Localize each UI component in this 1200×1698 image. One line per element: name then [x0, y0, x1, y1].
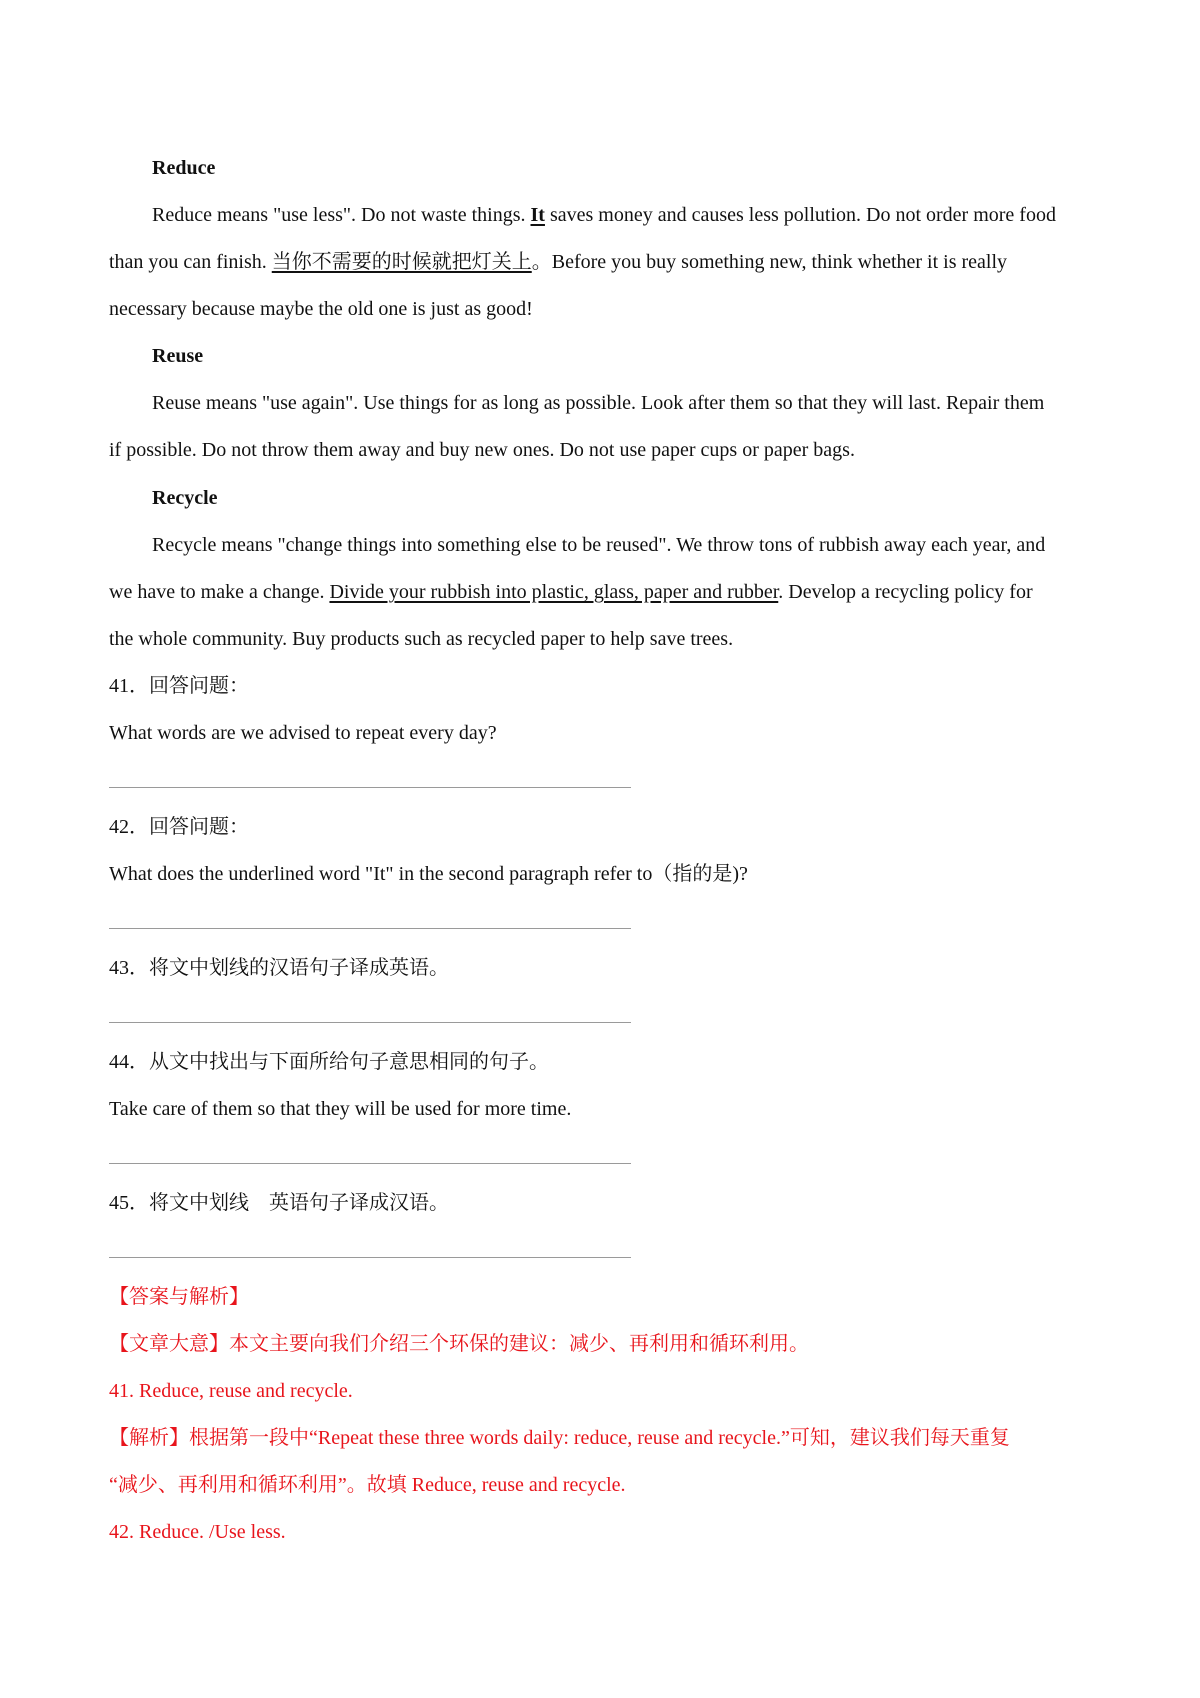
reduce-text: Reduce means "use less". Do not waste things.: [152, 204, 531, 226]
question-42-text: What does the underlined word "It" in the second paragraph refer to（指的是)?: [109, 863, 748, 885]
answer-line-44[interactable]: [109, 1163, 631, 1164]
reduce-paragraph-line-3: necessary because maybe the old one is just as good!: [109, 298, 533, 320]
answer-41: 41. Reduce, reuse and recycle.: [109, 1380, 353, 1402]
recycle-text: . Develop a recycling policy for: [778, 581, 1033, 603]
recycle-paragraph-line-1: Recycle means "change things into something else to be reused". We throw tons of rubbish away each year, and: [152, 534, 1046, 556]
underlined-word-it: It: [530, 204, 545, 226]
answer-line-41[interactable]: [109, 787, 631, 788]
reduce-text: than you can finish.: [109, 251, 272, 273]
answer-41-analysis-line-1: 【解析】根据第一段中“Repeat these three words daily: reduce, reuse and recycle.”可知，建议我们每天重复: [109, 1427, 1010, 1449]
underlined-english-sentence: Divide your rubbish into plastic, glass, paper and rubber: [329, 581, 779, 603]
reduce-paragraph-line-1: [152, 203, 1056, 227]
question-44-label: 44．从文中找出与下面所给句子意思相同的句子。: [109, 1051, 549, 1073]
answer-line-45[interactable]: [109, 1257, 631, 1258]
reduce-text: 。Before you buy something new, think whether it is really: [531, 251, 1008, 273]
article-summary: 【文章大意】本文主要向我们介绍三个环保的建议：减少、再利用和循环利用。: [109, 1333, 809, 1355]
answer-line-43[interactable]: [109, 1022, 631, 1023]
reduce-text: saves money and causes less pollution. Do not order more food: [544, 204, 1056, 226]
recycle-text: we have to make a change.: [109, 581, 330, 603]
question-44-text: Take care of them so that they will be used for more time.: [109, 1098, 572, 1120]
question-41-text: What words are we advised to repeat every day?: [109, 722, 497, 744]
underlined-chinese-sentence: 当你不需要的时候就把灯关上: [271, 251, 532, 273]
reuse-paragraph-line-2: if possible. Do not throw them away and buy new ones. Do not use paper cups or paper bags.: [109, 439, 855, 461]
answers-header: 【答案与解析】: [109, 1286, 249, 1308]
question-42-label: 42．回答问题：: [109, 816, 249, 838]
answer-41-analysis-line-2: “减少、再利用和循环利用”。故填 Reduce, reuse and recycle.: [109, 1474, 626, 1496]
question-43-label: 43．将文中划线的汉语句子译成英语。: [109, 957, 449, 979]
question-45-label: 45．将文中划线 英语句子译成汉语。: [109, 1192, 449, 1214]
recycle-paragraph-line-3: the whole community. Buy products such as recycled paper to help save trees.: [109, 628, 734, 650]
section-heading-reduce: Reduce: [152, 157, 216, 179]
recycle-paragraph-line-2: [109, 580, 1033, 604]
reuse-paragraph-line-1: Reuse means "use again". Use things for as long as possible. Look after them so that they will last. Repair them: [152, 392, 1045, 414]
section-heading-reuse: Reuse: [152, 345, 204, 367]
answer-line-42[interactable]: [109, 928, 631, 929]
answer-42: 42. Reduce. /Use less.: [109, 1521, 286, 1543]
reduce-paragraph-line-2: [109, 250, 1007, 274]
question-41-label: 41．回答问题：: [109, 675, 249, 697]
section-heading-recycle: Recycle: [152, 487, 218, 509]
